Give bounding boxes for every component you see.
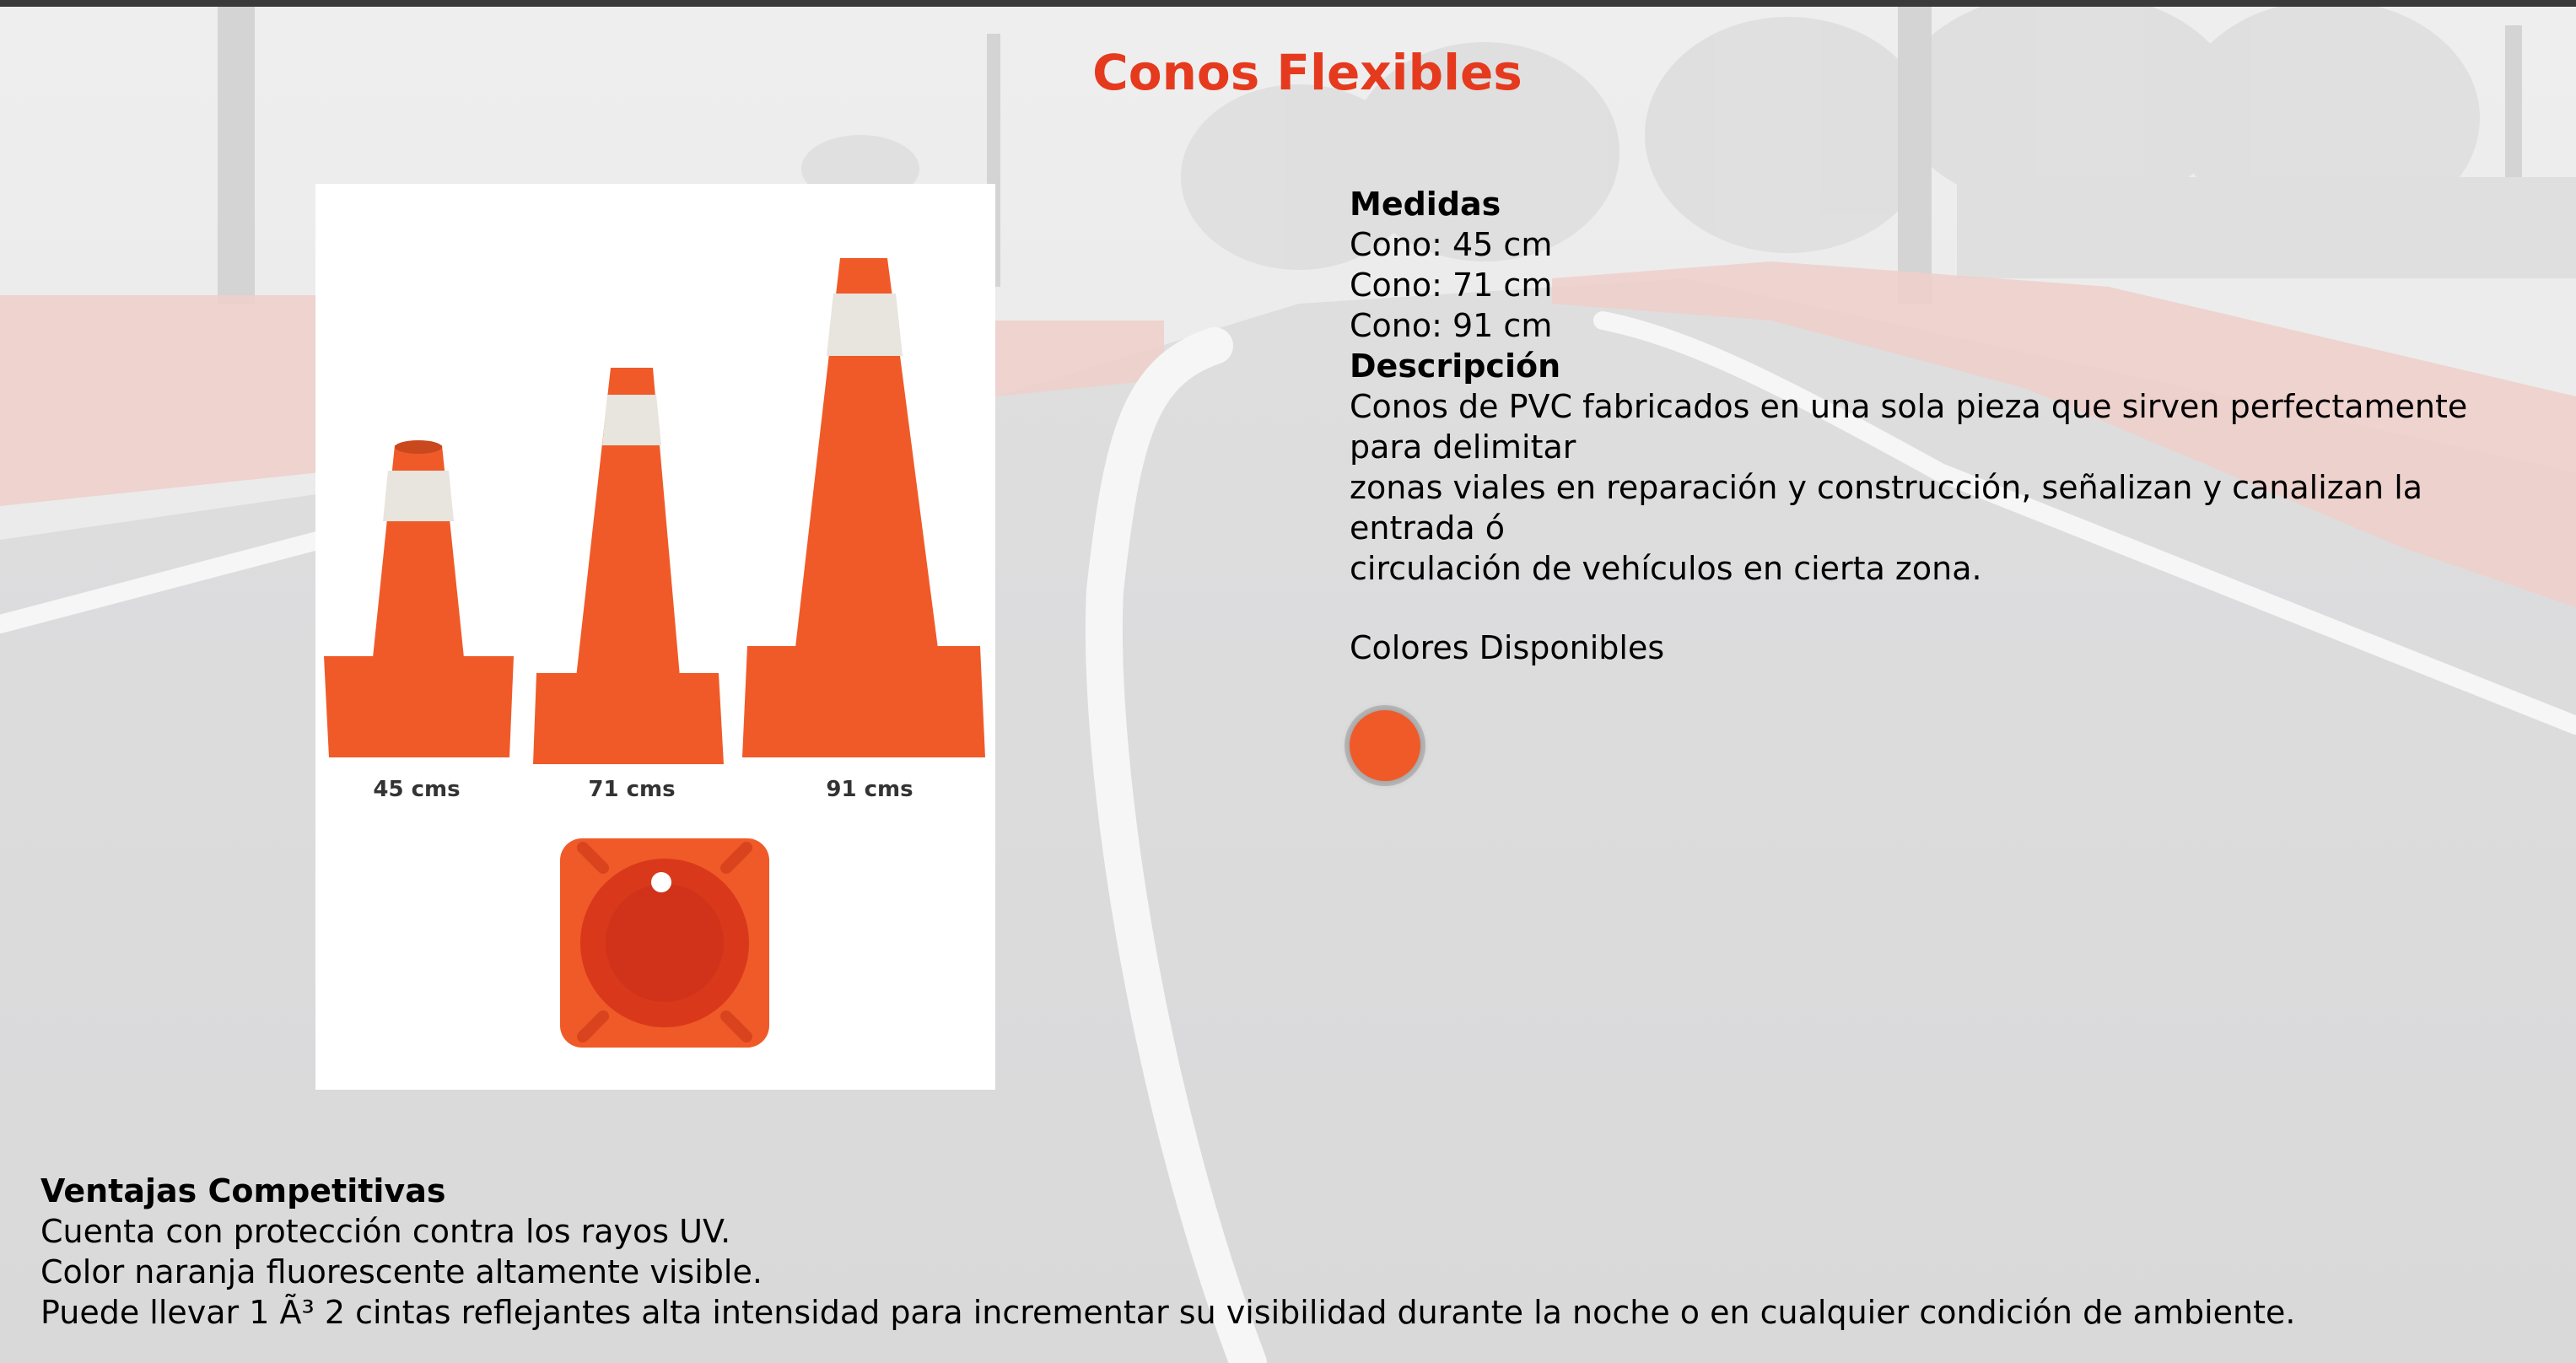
ventaja-item: Puede llevar 1 Ã³ 2 cintas reflejantes alta intensidad para incrementar su visibilidad durante la noche o en cualquier condición de ambiente. bbox=[40, 1294, 2296, 1331]
colores-disponibles-label: Colores Disponibles bbox=[1350, 629, 1665, 666]
descripcion-heading: Descripción bbox=[1350, 347, 1561, 385]
page-title: Conos Flexibles bbox=[1092, 44, 1522, 101]
label-91: 91 cms bbox=[826, 777, 913, 802]
ventaja-item: Color naranja fluorescente altamente visible. bbox=[40, 1253, 763, 1290]
medidas-heading: Medidas bbox=[1350, 186, 1501, 223]
cone-45-illustration bbox=[324, 440, 514, 757]
top-bar bbox=[0, 0, 2576, 7]
descripcion-line: Conos de PVC fabricados en una sola pieza que sirven perfectamente para delimitar bbox=[1350, 388, 2468, 466]
ventajas-competitivas bbox=[40, 1171, 2537, 1333]
descripcion-line: zonas viales en reparación y construcción, señalizan y canalizan la entrada ó bbox=[1350, 469, 2423, 547]
color-swatch-orange[interactable] bbox=[1350, 710, 1420, 781]
label-71: 71 cms bbox=[588, 777, 676, 802]
cone-top-view bbox=[560, 838, 769, 1048]
product-image bbox=[315, 184, 995, 1090]
medida-item: Cono: 91 cm bbox=[1350, 307, 1553, 344]
medida-item: Cono: 71 cm bbox=[1350, 267, 1553, 304]
cone-91-illustration bbox=[742, 258, 985, 757]
ventajas-heading: Ventajas Competitivas bbox=[40, 1172, 446, 1209]
label-45: 45 cms bbox=[373, 777, 461, 802]
product-specs bbox=[1350, 184, 2547, 589]
descripcion-line: circulación de vehículos en cierta zona. bbox=[1350, 550, 1982, 587]
medida-item: Cono: 45 cm bbox=[1350, 226, 1553, 263]
cone-71-illustration bbox=[533, 368, 724, 764]
ventaja-item: Cuenta con protección contra los rayos UV. bbox=[40, 1213, 731, 1250]
cones-illustration bbox=[315, 184, 995, 1090]
